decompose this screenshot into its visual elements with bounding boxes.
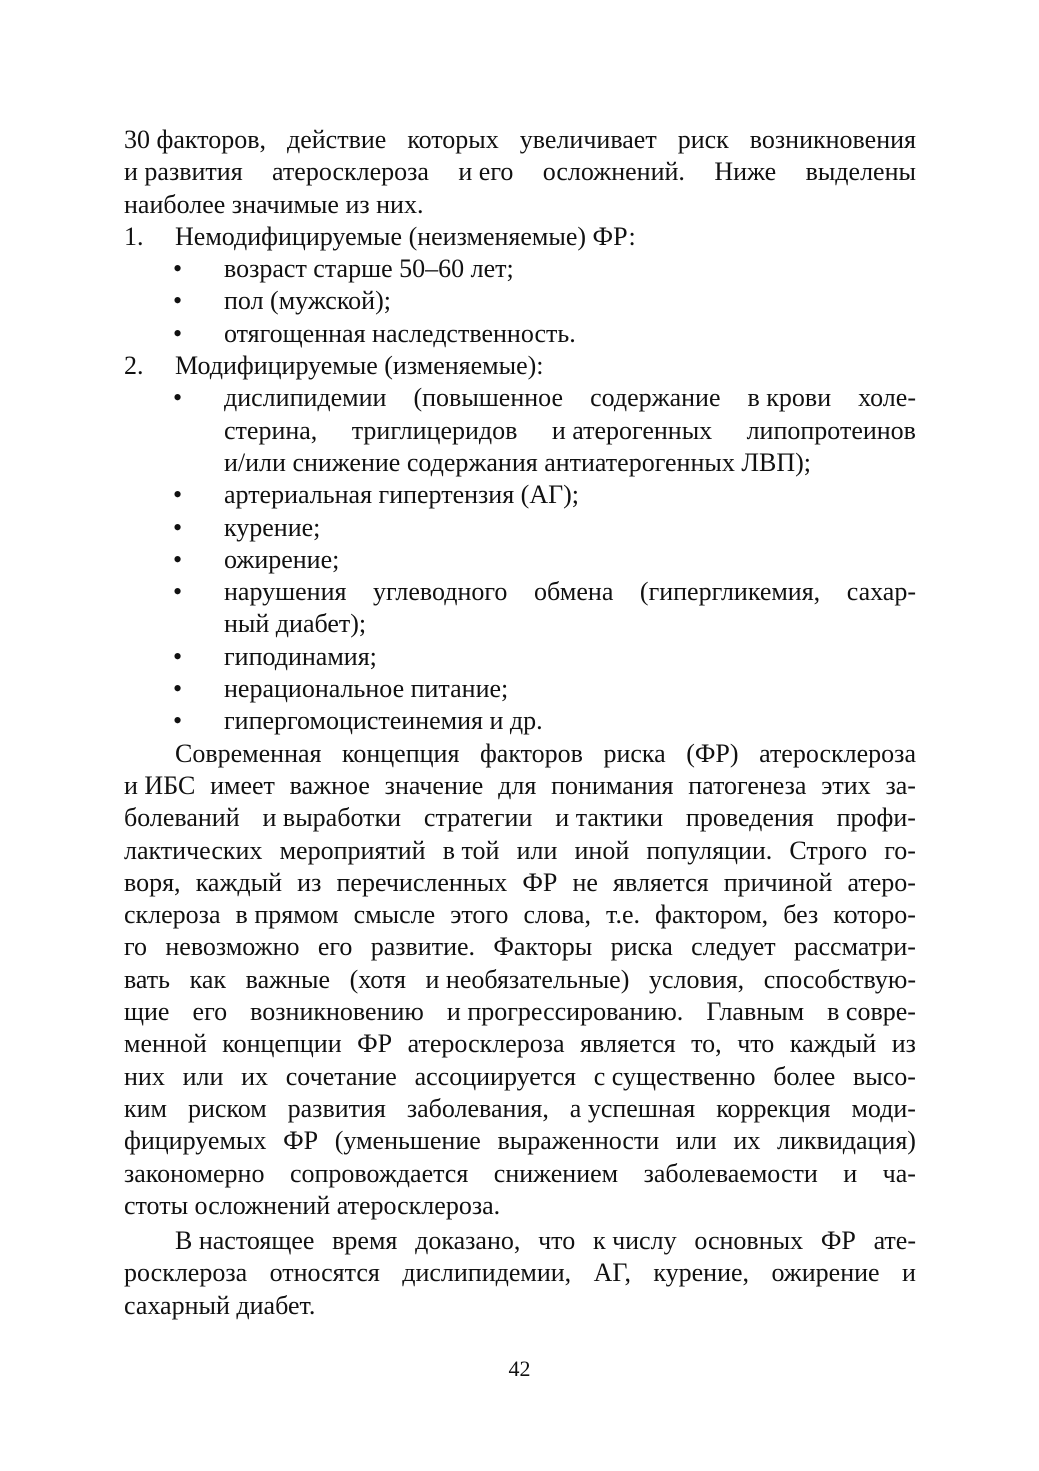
word: значение bbox=[384, 770, 484, 800]
word: перечисленных bbox=[336, 867, 508, 897]
word: действие bbox=[286, 125, 387, 154]
word: снижением bbox=[493, 1158, 619, 1188]
bullet-item bbox=[124, 673, 916, 705]
word: имеет bbox=[210, 770, 275, 800]
bullet-icon: • bbox=[173, 544, 183, 574]
word: возникновения bbox=[749, 125, 916, 154]
word: стоты осложнений атеросклероза. bbox=[124, 1190, 501, 1220]
word: время bbox=[332, 1226, 398, 1256]
list-number: 2. bbox=[124, 351, 144, 381]
word: заболевания, bbox=[406, 1093, 549, 1123]
word: сахарный диабет. bbox=[124, 1290, 316, 1320]
word: риска bbox=[610, 932, 673, 962]
word: ассоциируется bbox=[414, 1061, 576, 1091]
word: и развития bbox=[124, 157, 243, 187]
word: го bbox=[124, 932, 148, 962]
word: Ниже bbox=[714, 157, 777, 187]
intro-paragraph bbox=[124, 124, 916, 221]
text-line bbox=[124, 996, 916, 1028]
word: В настоящее bbox=[175, 1226, 315, 1256]
bullet-item bbox=[124, 382, 916, 479]
bullet-item bbox=[124, 705, 916, 737]
word: их bbox=[241, 1061, 269, 1091]
word: и атерогенных bbox=[551, 415, 713, 445]
text-line bbox=[124, 156, 916, 188]
text-line bbox=[124, 867, 916, 899]
word: или bbox=[516, 835, 558, 865]
bullet-icon: • bbox=[173, 254, 183, 284]
word: ким bbox=[124, 1093, 167, 1123]
text-line bbox=[224, 479, 916, 511]
word: сопровождается bbox=[289, 1158, 469, 1188]
list-heading-text: Немодифицируемые (неизменяемые) ФР: bbox=[175, 221, 636, 251]
text-line bbox=[224, 641, 916, 673]
word: патогенеза bbox=[688, 770, 807, 800]
word: риска bbox=[603, 738, 666, 768]
word: невозможно bbox=[165, 932, 300, 962]
word: и прогрессированию. bbox=[446, 997, 684, 1027]
word: способствую- bbox=[763, 964, 916, 994]
word: что bbox=[538, 1226, 576, 1256]
text-line bbox=[124, 835, 916, 867]
word: ФР bbox=[357, 1029, 393, 1059]
word: факторов bbox=[479, 738, 583, 768]
word: важное bbox=[289, 770, 370, 800]
word: высо- bbox=[852, 1061, 916, 1091]
word: воря, bbox=[124, 867, 181, 897]
text-line bbox=[124, 1257, 916, 1289]
word: популяции. bbox=[646, 835, 773, 865]
word: к числу bbox=[592, 1226, 677, 1256]
word: артериальная гипертензия (АГ); bbox=[224, 480, 580, 510]
word: развитие. bbox=[370, 932, 476, 962]
word: следует bbox=[691, 932, 776, 962]
word: (повышенное bbox=[413, 383, 564, 413]
bullet-icon: • bbox=[173, 480, 183, 510]
bullet-icon: • bbox=[173, 641, 183, 671]
word: без bbox=[783, 900, 819, 930]
word: атеросклероза bbox=[407, 1029, 565, 1059]
bullet-item bbox=[124, 641, 916, 673]
word: рассматри- bbox=[793, 932, 916, 962]
word: его bbox=[192, 997, 228, 1027]
word: (ФР) bbox=[686, 738, 739, 768]
text-line bbox=[124, 1061, 916, 1093]
word: гипергомоцистеинемия и др. bbox=[224, 706, 543, 736]
text-line bbox=[124, 1093, 916, 1125]
word: Главным bbox=[706, 997, 805, 1027]
word: или bbox=[182, 1061, 224, 1091]
word: сочетание bbox=[285, 1061, 397, 1091]
word: доказано, bbox=[415, 1226, 521, 1256]
text-line bbox=[124, 1028, 916, 1060]
word: вать bbox=[124, 964, 171, 994]
word: липопротеинов bbox=[746, 415, 916, 445]
text-line bbox=[224, 415, 916, 447]
paragraph-modern-concept bbox=[124, 738, 916, 1222]
word: или bbox=[675, 1126, 717, 1156]
word: ча- bbox=[882, 1158, 916, 1188]
word: каждый bbox=[195, 867, 283, 897]
text-line bbox=[124, 770, 916, 802]
word: пол (мужской); bbox=[224, 286, 391, 316]
word: его bbox=[317, 932, 353, 962]
text-line bbox=[224, 382, 916, 414]
word: курение; bbox=[224, 512, 321, 542]
word: ожирение; bbox=[224, 544, 340, 574]
word: ФР bbox=[283, 1126, 319, 1156]
text-line bbox=[124, 964, 916, 996]
word: Факторы bbox=[493, 932, 593, 962]
word: за- bbox=[885, 770, 916, 800]
text-line bbox=[124, 899, 916, 931]
word: выраженности bbox=[497, 1126, 660, 1156]
word: болеваний bbox=[124, 803, 240, 833]
word: ожирение bbox=[771, 1258, 880, 1288]
word: и/или снижение содержания антиатерогенных ЛВП); bbox=[224, 447, 811, 477]
word: ате- bbox=[873, 1226, 916, 1256]
bullet-item bbox=[124, 512, 916, 544]
word: 30 факторов, bbox=[124, 125, 266, 154]
word: фицируемых bbox=[124, 1126, 267, 1156]
text-line bbox=[124, 738, 916, 770]
word: курение, bbox=[653, 1258, 750, 1288]
word: атеросклероза bbox=[272, 157, 429, 187]
word: закономерно bbox=[124, 1158, 265, 1188]
word: из bbox=[891, 1029, 916, 1059]
word: углеводного bbox=[373, 577, 508, 607]
word: и ИБС bbox=[124, 770, 196, 800]
word: нерациональное питание; bbox=[224, 674, 509, 704]
page-body bbox=[124, 124, 916, 1322]
bullet-icon: • bbox=[173, 512, 183, 542]
text-line bbox=[124, 1125, 916, 1157]
text-line bbox=[224, 608, 916, 640]
text-line bbox=[224, 285, 916, 317]
word: наиболее значимые из них. bbox=[124, 189, 424, 219]
text-line bbox=[224, 253, 916, 285]
list-heading-1 bbox=[124, 221, 916, 253]
list-number: 1. bbox=[124, 221, 144, 251]
word: является bbox=[580, 1029, 676, 1059]
text-line bbox=[224, 447, 916, 479]
word: моди- bbox=[851, 1093, 916, 1123]
word: для bbox=[498, 770, 537, 800]
risk-factor-list bbox=[124, 221, 916, 738]
word: щие bbox=[124, 997, 170, 1027]
word: более bbox=[773, 1061, 836, 1091]
word: фактором, bbox=[655, 900, 769, 930]
word: склероза bbox=[124, 900, 221, 930]
word: Строго bbox=[789, 835, 868, 865]
text-line bbox=[224, 512, 916, 544]
text-line bbox=[124, 189, 916, 221]
word: а успешная bbox=[569, 1093, 696, 1123]
word: Современная bbox=[175, 738, 322, 768]
word: дислипидемии, bbox=[402, 1258, 572, 1288]
bullet-icon: • bbox=[173, 286, 183, 316]
text-line bbox=[224, 544, 916, 576]
word: не bbox=[572, 867, 598, 897]
word: с существенно bbox=[593, 1061, 756, 1091]
word: что bbox=[737, 1029, 775, 1059]
word: (гипергликемия, bbox=[639, 577, 821, 607]
word: из bbox=[297, 867, 322, 897]
bullet-item bbox=[124, 544, 916, 576]
text-line bbox=[224, 576, 916, 608]
word: профи- bbox=[836, 803, 916, 833]
word: и его bbox=[458, 157, 514, 187]
bullet-icon: • bbox=[173, 706, 183, 736]
word: осложнений. bbox=[542, 157, 685, 187]
word: стратегии bbox=[423, 803, 533, 833]
word: менной bbox=[124, 1029, 207, 1059]
word: их bbox=[733, 1126, 761, 1156]
word: отягощенная наследственность. bbox=[224, 318, 576, 348]
page-number: 42 bbox=[508, 1356, 531, 1381]
word: т.е. bbox=[606, 900, 640, 930]
word: мероприятий bbox=[279, 835, 426, 865]
word: важные bbox=[245, 964, 331, 994]
word: развития bbox=[287, 1093, 386, 1123]
word: и выработки bbox=[262, 803, 402, 833]
word: атеросклероза bbox=[759, 738, 916, 768]
word: относятся bbox=[269, 1258, 380, 1288]
word: которо- bbox=[833, 900, 916, 930]
word: возникновению bbox=[250, 997, 424, 1027]
list-heading-2 bbox=[124, 350, 916, 382]
word: заболеваемости bbox=[643, 1158, 818, 1188]
word: сахар- bbox=[846, 577, 916, 607]
word: смысле bbox=[353, 900, 436, 930]
text-line bbox=[124, 1158, 916, 1190]
bullet-icon: • bbox=[173, 674, 183, 704]
bullet-item bbox=[124, 576, 916, 641]
word: триглицеридов bbox=[351, 415, 518, 445]
word: дислипидемии bbox=[224, 383, 387, 413]
word: (хотя bbox=[349, 964, 406, 994]
text-line bbox=[124, 1190, 916, 1222]
word: концепция bbox=[342, 738, 460, 768]
bullet-item bbox=[124, 318, 916, 350]
word: (уменьшение bbox=[334, 1126, 481, 1156]
text-line bbox=[124, 802, 916, 834]
word: которых bbox=[407, 125, 499, 154]
text-line bbox=[124, 124, 916, 156]
word: этих bbox=[821, 770, 871, 800]
bullet-icon: • bbox=[173, 383, 183, 413]
word: причиной bbox=[723, 867, 833, 897]
word: концепции bbox=[222, 1029, 342, 1059]
word: условия, bbox=[648, 964, 745, 994]
word: в той bbox=[442, 835, 500, 865]
word: риском bbox=[187, 1093, 267, 1123]
text-line bbox=[124, 1290, 916, 1322]
word: и bbox=[843, 1158, 858, 1188]
word: в крови bbox=[747, 383, 832, 413]
bullet-item bbox=[124, 285, 916, 317]
word: атеро- bbox=[847, 867, 916, 897]
list-heading-text: Модифицируемые (изменяемые): bbox=[175, 351, 544, 381]
word: слова, bbox=[523, 900, 591, 930]
bullet-icon: • bbox=[173, 577, 183, 607]
bullet-item bbox=[124, 253, 916, 285]
word: возраст старше 50–60 лет; bbox=[224, 254, 514, 284]
word: стерина, bbox=[224, 415, 318, 445]
word: ФР bbox=[522, 867, 558, 897]
word: в прямом bbox=[235, 900, 339, 930]
word: понимания bbox=[551, 770, 674, 800]
word: увеличивает bbox=[519, 125, 657, 154]
word: каждый bbox=[789, 1029, 877, 1059]
text-line bbox=[224, 705, 916, 737]
word: в совре- bbox=[827, 997, 916, 1027]
word: этого bbox=[450, 900, 509, 930]
bullet-icon: • bbox=[173, 318, 183, 348]
word: ФР bbox=[820, 1226, 856, 1256]
word: основных bbox=[694, 1226, 804, 1256]
word: гиподинамия; bbox=[224, 641, 377, 671]
word: ликвидация) bbox=[777, 1126, 916, 1156]
text-line bbox=[224, 318, 916, 350]
text-line bbox=[124, 931, 916, 963]
word: лактических bbox=[124, 835, 263, 865]
word: АГ, bbox=[593, 1258, 631, 1288]
word: и bbox=[902, 1258, 916, 1288]
word: них bbox=[124, 1061, 165, 1091]
word: является bbox=[613, 867, 709, 897]
paragraph-proven-factors bbox=[124, 1225, 916, 1322]
word: ный диабет); bbox=[224, 609, 367, 639]
bullet-item bbox=[124, 479, 916, 511]
word: коррекция bbox=[716, 1093, 831, 1123]
text-line bbox=[224, 673, 916, 705]
word: содержание bbox=[590, 383, 721, 413]
word: обмена bbox=[533, 577, 614, 607]
word: холе- bbox=[858, 383, 916, 413]
word: иной bbox=[574, 835, 630, 865]
word: го- bbox=[884, 835, 916, 865]
word: проведения bbox=[685, 803, 814, 833]
word: нарушения bbox=[224, 577, 347, 607]
word: и необязательные) bbox=[425, 964, 630, 994]
word: риск bbox=[677, 125, 729, 154]
word: и тактики bbox=[555, 803, 664, 833]
word: выделены bbox=[805, 157, 916, 187]
word: росклероза bbox=[124, 1258, 248, 1288]
text-line bbox=[124, 1225, 916, 1257]
word: то, bbox=[691, 1029, 722, 1059]
word: как bbox=[189, 964, 227, 994]
